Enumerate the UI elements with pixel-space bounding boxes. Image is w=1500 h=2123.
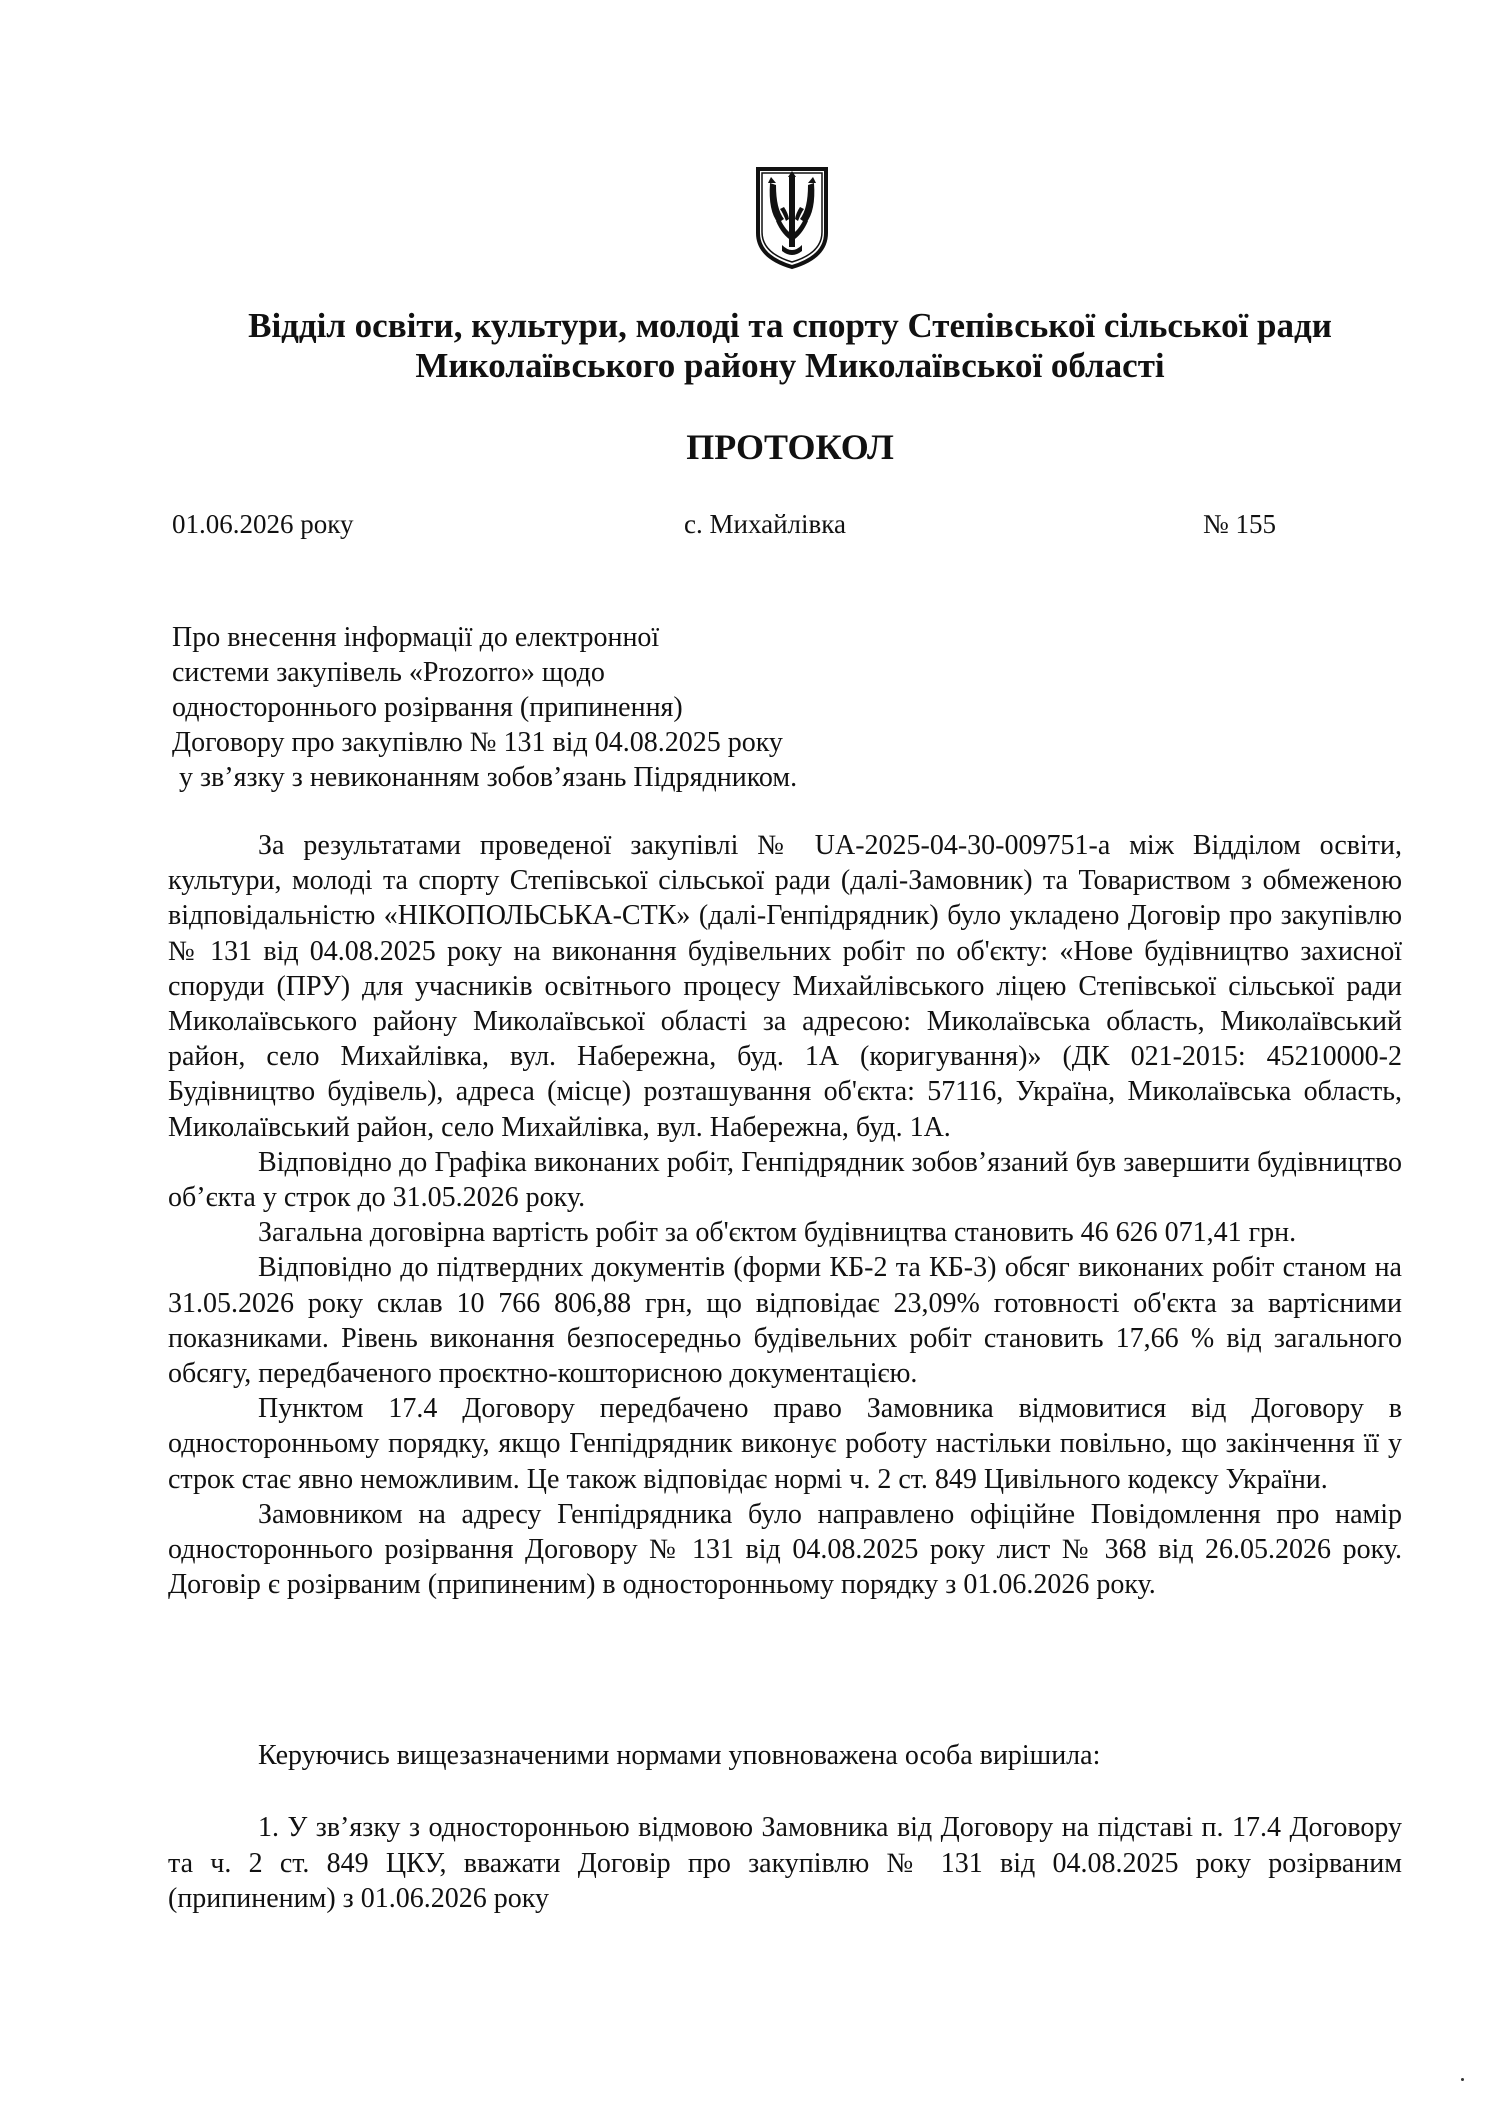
subject-line: Договору про закупівлю № 131 від 04.08.2025 року	[172, 727, 783, 758]
org-line-1: Відділ освіти, культури, молоді та спорту Степівської сільської ради	[248, 306, 1332, 345]
org-line-2: Миколаївського району Миколаївської області	[415, 346, 1165, 385]
body-paragraph: Відповідно до Графіка виконаних робіт, Генпідрядник зобов’язаний був завершити будівництво об’єкта у строк до 31.05.2026 року.	[168, 1146, 1402, 1214]
protocol-number: № 155	[1203, 509, 1277, 539]
subject-line: Про внесення інформації до електронної	[172, 622, 660, 653]
body-paragraph: Відповідно до підтвердних документів (форми КБ-2 та КБ-3) обсяг виконаних робіт станом на 31.05.2026 року склав 10 766 806,88 грн, що відповідає 23,09% готовності об'єкта за вартісними показниками. Рівень виконання безпосередньо будівельних робіт становить 17,66 % від загального обсягу, передбаченого проєктно-кошторисною документацією.	[168, 1252, 1402, 1390]
trident-coat-of-arms-icon	[752, 163, 832, 271]
decision-list	[168, 1810, 1402, 1917]
body-paragraph: Загальна договірна вартість робіт за об'єктом будівництва становить 46 626 071,41 грн.	[258, 1217, 1297, 1249]
protocol-date: 01.06.2026 року	[172, 509, 354, 539]
ruling-line: Керуючись вищезазначеними нормами уповноважена особа вирішила:	[258, 1740, 1101, 1771]
body-paragraph: За результатами проведеної закупівлі № UA-2025-04-30-009751-a між Відділом освіти, культури, молоді та спорту Степівської сільської ради (далі-Замовник) та Товариством з обмеженою відповідальністю «НІКОПОЛЬСЬКА-СТК» (далі-Генпідрядник) було укладено Договір про закупівлю № 131 від 04.08.2025 року на виконання будівельних робіт по об'єкту: «Нове будівництво захисної споруди (ПРУ) для учасників освітнього процесу Михайлівського ліцею Степівської сільської ради Миколаївського району Миколаївської області за адресою: Миколаївська область, Миколаївський район, село Михайлівка, вул. Набережна, буд. 1А (коригування)» (ДК 021-2015: 45210000-2 Будівництво будівель), адреса (місце) розташування об'єкта: 57116, Україна, Миколаївська область, Миколаївський район, село Михайлівка, вул. Набережна, буд. 1А.	[168, 830, 1402, 1143]
subject-block	[172, 620, 932, 795]
body-paragraph: Пунктом 17.4 Договору передбачено право Замовника відмовитися від Договору в односторонньому порядку, якщо Генпідрядник виконує роботу настільки повільно, що закінчення її у строк стає явно неможливим. Це також відповідає нормі ч. 2 ст. 849 Цивільного кодексу України.	[168, 1393, 1402, 1495]
subject-line: системи закупівель «Prozorro» щодо	[172, 657, 605, 688]
subject-line: одностороннього розірвання (припинення)	[172, 692, 683, 723]
scan-speck	[1461, 2078, 1464, 2081]
body-text	[168, 828, 1402, 1602]
organization-name	[200, 306, 1380, 386]
document-title: ПРОТОКОЛ	[686, 427, 894, 467]
subject-line: у зв’язку з невиконанням зобов’язань Підрядником.	[172, 762, 798, 793]
body-paragraph: Замовником на адресу Генпідрядника було направлено офіційне Повідомлення про намір одностороннього розірвання Договору № 131 від 04.08.2025 року лист № 368 від 26.05.2026 року. Договір є розірваним (припиненим) в односторонньому порядку з 01.06.2026 року.	[168, 1498, 1402, 1601]
decision-item: 1. У зв’язку з односторонньою відмовою Замовника від Договору на підставі п. 17.4 Договору та ч. 2 ст. 849 ЦКУ, вважати Договір про закупівлю № 131 від 04.08.2025 року розірваним (припиненим) з 01.06.2026 року	[168, 1812, 1402, 1914]
protocol-place: с. Михайлівка	[684, 509, 846, 539]
